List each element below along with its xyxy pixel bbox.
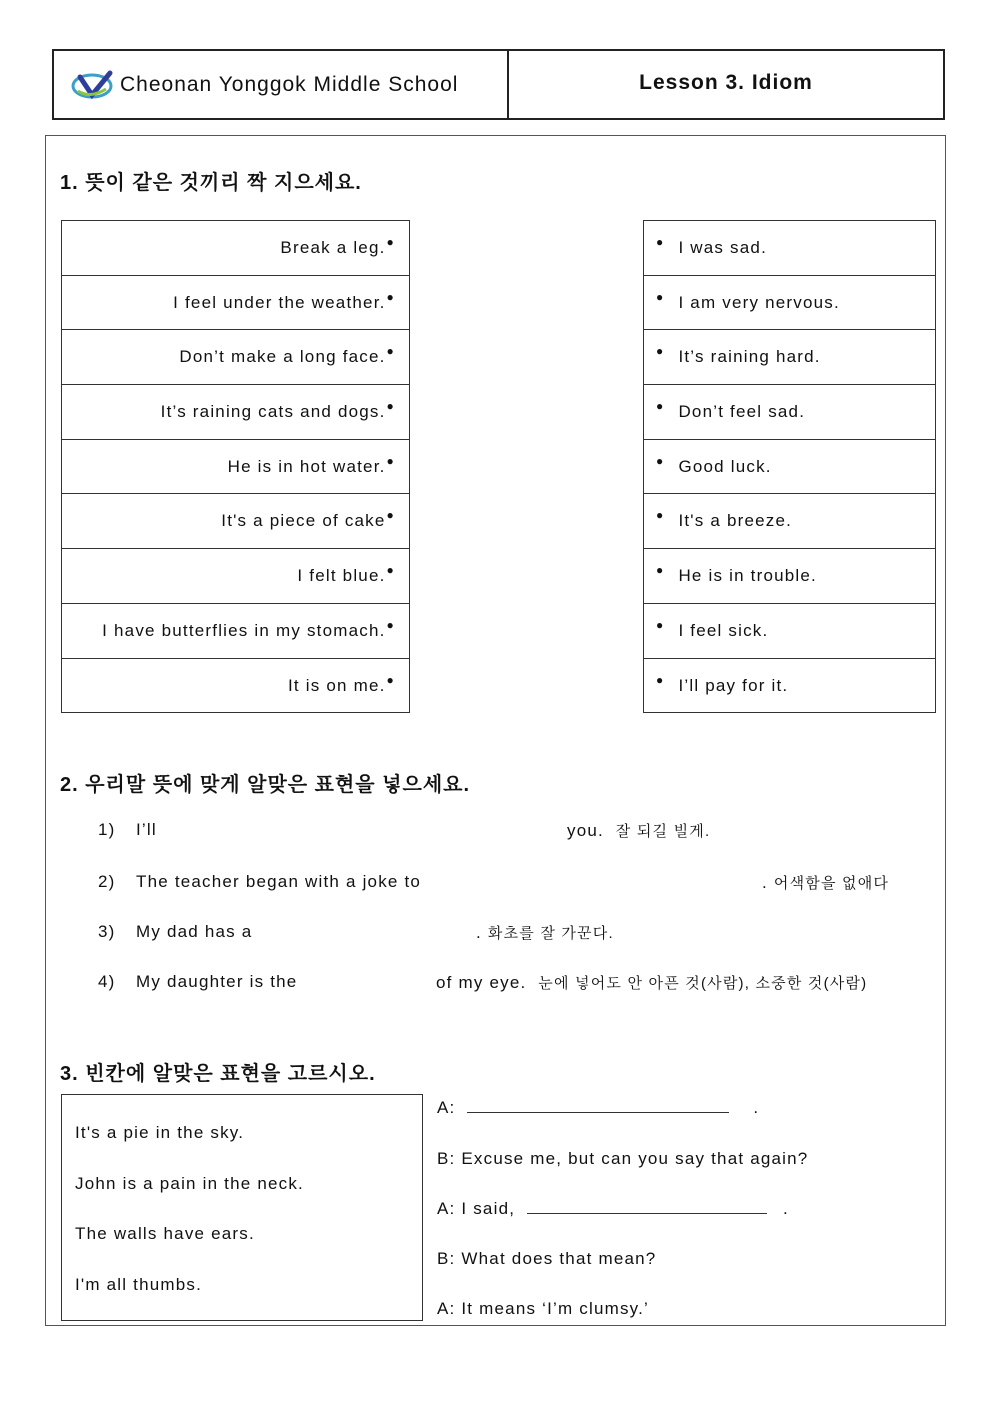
item-text-before: The teacher began with a joke to [136, 872, 422, 891]
section1-title: 1. 뜻이 같은 것끼리 짝 지으세요. [60, 172, 362, 194]
match-dot-icon[interactable]: ● [386, 672, 395, 687]
match-dot-icon[interactable]: ● [656, 562, 665, 577]
idiom-row[interactable] [62, 604, 409, 659]
speaker-label: A: [437, 1098, 456, 1117]
match-dot-icon[interactable]: ● [386, 617, 395, 632]
idiom-text: Break a leg. [280, 237, 386, 257]
item-number: 4) [98, 972, 116, 991]
item-text-before: I’ll [136, 820, 157, 839]
match-dot-icon[interactable]: ● [386, 344, 395, 359]
match-dot-icon[interactable]: ● [386, 234, 395, 249]
match-dot-icon[interactable]: ● [386, 453, 395, 468]
idiom-row[interactable] [62, 659, 409, 714]
meaning-text: Don’t feel sad. [678, 401, 806, 421]
fill-item-4 [98, 972, 297, 992]
lesson-title: Lesson 3. Idiom [639, 70, 813, 94]
section2-title: 2. 우리말 뜻에 맞게 알맞은 표현을 넣으세요. [60, 774, 471, 796]
item-text-after: . [476, 923, 482, 942]
fill-item-1-end [567, 820, 710, 841]
item-korean-hint: 어색함을 없애다 [773, 875, 890, 892]
match-dot-icon[interactable]: ● [656, 672, 665, 687]
idiom-column [61, 220, 410, 713]
fill-item-1 [98, 820, 157, 840]
option-item[interactable]: It's a pie in the sky. [75, 1123, 245, 1142]
item-text-before: My daughter is the [136, 972, 298, 991]
school-logo-icon [70, 69, 118, 101]
answer-blank-2[interactable] [527, 1199, 767, 1214]
fill-item-4-end [436, 972, 867, 993]
answer-blank-1[interactable] [467, 1098, 729, 1113]
meaning-row[interactable] [644, 385, 935, 440]
meaning-row[interactable] [644, 221, 935, 276]
idiom-text: I feel under the weather. [173, 292, 386, 312]
school-name: Cheonan Yonggok Middle School [120, 72, 459, 96]
idiom-text: Don’t make a long face. [179, 347, 386, 367]
item-text-after: you. [567, 821, 604, 840]
idiom-text: It is on me. [288, 675, 386, 695]
meaning-text: It’s raining hard. [678, 347, 821, 367]
match-dot-icon[interactable]: ● [386, 562, 395, 577]
item-number: 2) [98, 872, 116, 891]
meaning-text: I was sad. [678, 237, 767, 257]
fill-item-2 [98, 872, 421, 892]
option-item[interactable]: John is a pain in the neck. [75, 1174, 304, 1193]
line-end: . [783, 1199, 789, 1218]
meaning-text: I am very nervous. [678, 292, 840, 312]
idiom-text: It's a piece of cake [221, 511, 386, 531]
match-dot-icon[interactable]: ● [386, 398, 395, 413]
fill-item-2-end [762, 872, 889, 893]
idiom-text: He is in hot water. [227, 456, 386, 476]
match-dot-icon[interactable]: ● [656, 234, 665, 249]
meaning-row[interactable] [644, 440, 935, 495]
idiom-text: I felt blue. [297, 565, 386, 585]
dialog-line-1 [437, 1098, 759, 1118]
worksheet-header [52, 49, 945, 120]
item-korean-hint: 잘 되길 빌게. [615, 823, 711, 840]
idiom-row[interactable] [62, 330, 409, 385]
meaning-row[interactable] [644, 276, 935, 331]
item-korean-hint: 눈에 넣어도 안 아픈 것(사람), 소중한 것(사람) [538, 975, 868, 992]
match-dot-icon[interactable]: ● [386, 508, 395, 523]
idiom-row[interactable] [62, 494, 409, 549]
item-number: 1) [98, 820, 116, 839]
meaning-row[interactable] [644, 604, 935, 659]
item-text-after: . [762, 873, 768, 892]
match-dot-icon[interactable]: ● [656, 289, 665, 304]
match-dot-icon[interactable]: ● [656, 398, 665, 413]
match-dot-icon[interactable]: ● [656, 508, 665, 523]
idiom-row[interactable] [62, 440, 409, 495]
meaning-text: Good luck. [678, 456, 772, 476]
meaning-text: I’ll pay for it. [678, 675, 789, 695]
item-text-after: of my eye. [436, 973, 527, 992]
fill-item-3-end [476, 922, 614, 943]
match-dot-icon[interactable]: ● [386, 289, 395, 304]
meaning-text: I feel sick. [678, 620, 769, 640]
meaning-row[interactable] [644, 330, 935, 385]
meaning-column [643, 220, 936, 713]
line-end: . [753, 1098, 760, 1117]
dialog-line-4: B: What does that mean? [437, 1249, 657, 1268]
section3-title: 3. 빈칸에 알맞은 표현을 고르시오. [60, 1063, 376, 1085]
school-cell [54, 51, 509, 118]
idiom-row[interactable] [62, 385, 409, 440]
item-korean-hint: 화초를 잘 가꾼다. [487, 925, 614, 942]
meaning-row[interactable] [644, 659, 935, 714]
meaning-row[interactable] [644, 549, 935, 604]
dialog-line-3 [437, 1199, 789, 1219]
item-text-before: My dad has a [136, 922, 253, 941]
idiom-text: I have butterflies in my stomach. [102, 620, 386, 640]
speaker-text: A: I said, [437, 1199, 516, 1218]
match-dot-icon[interactable]: ● [656, 617, 665, 632]
meaning-text: He is in trouble. [678, 565, 817, 585]
idiom-text: It’s raining cats and dogs. [160, 401, 386, 421]
idiom-row[interactable] [62, 276, 409, 331]
fill-item-3 [98, 922, 252, 942]
match-dot-icon[interactable]: ● [656, 344, 665, 359]
options-box [61, 1094, 423, 1321]
meaning-text: It's a breeze. [678, 511, 793, 531]
option-item[interactable]: I'm all thumbs. [75, 1275, 203, 1294]
idiom-row[interactable] [62, 221, 409, 276]
match-dot-icon[interactable]: ● [656, 453, 665, 468]
idiom-row[interactable] [62, 549, 409, 604]
option-item[interactable]: The walls have ears. [75, 1224, 255, 1243]
meaning-row[interactable] [644, 494, 935, 549]
dialog-line-5: A: It means ‘I’m clumsy.’ [437, 1299, 649, 1318]
dialog-line-2: B: Excuse me, but can you say that again? [437, 1149, 809, 1168]
item-number: 3) [98, 922, 116, 941]
